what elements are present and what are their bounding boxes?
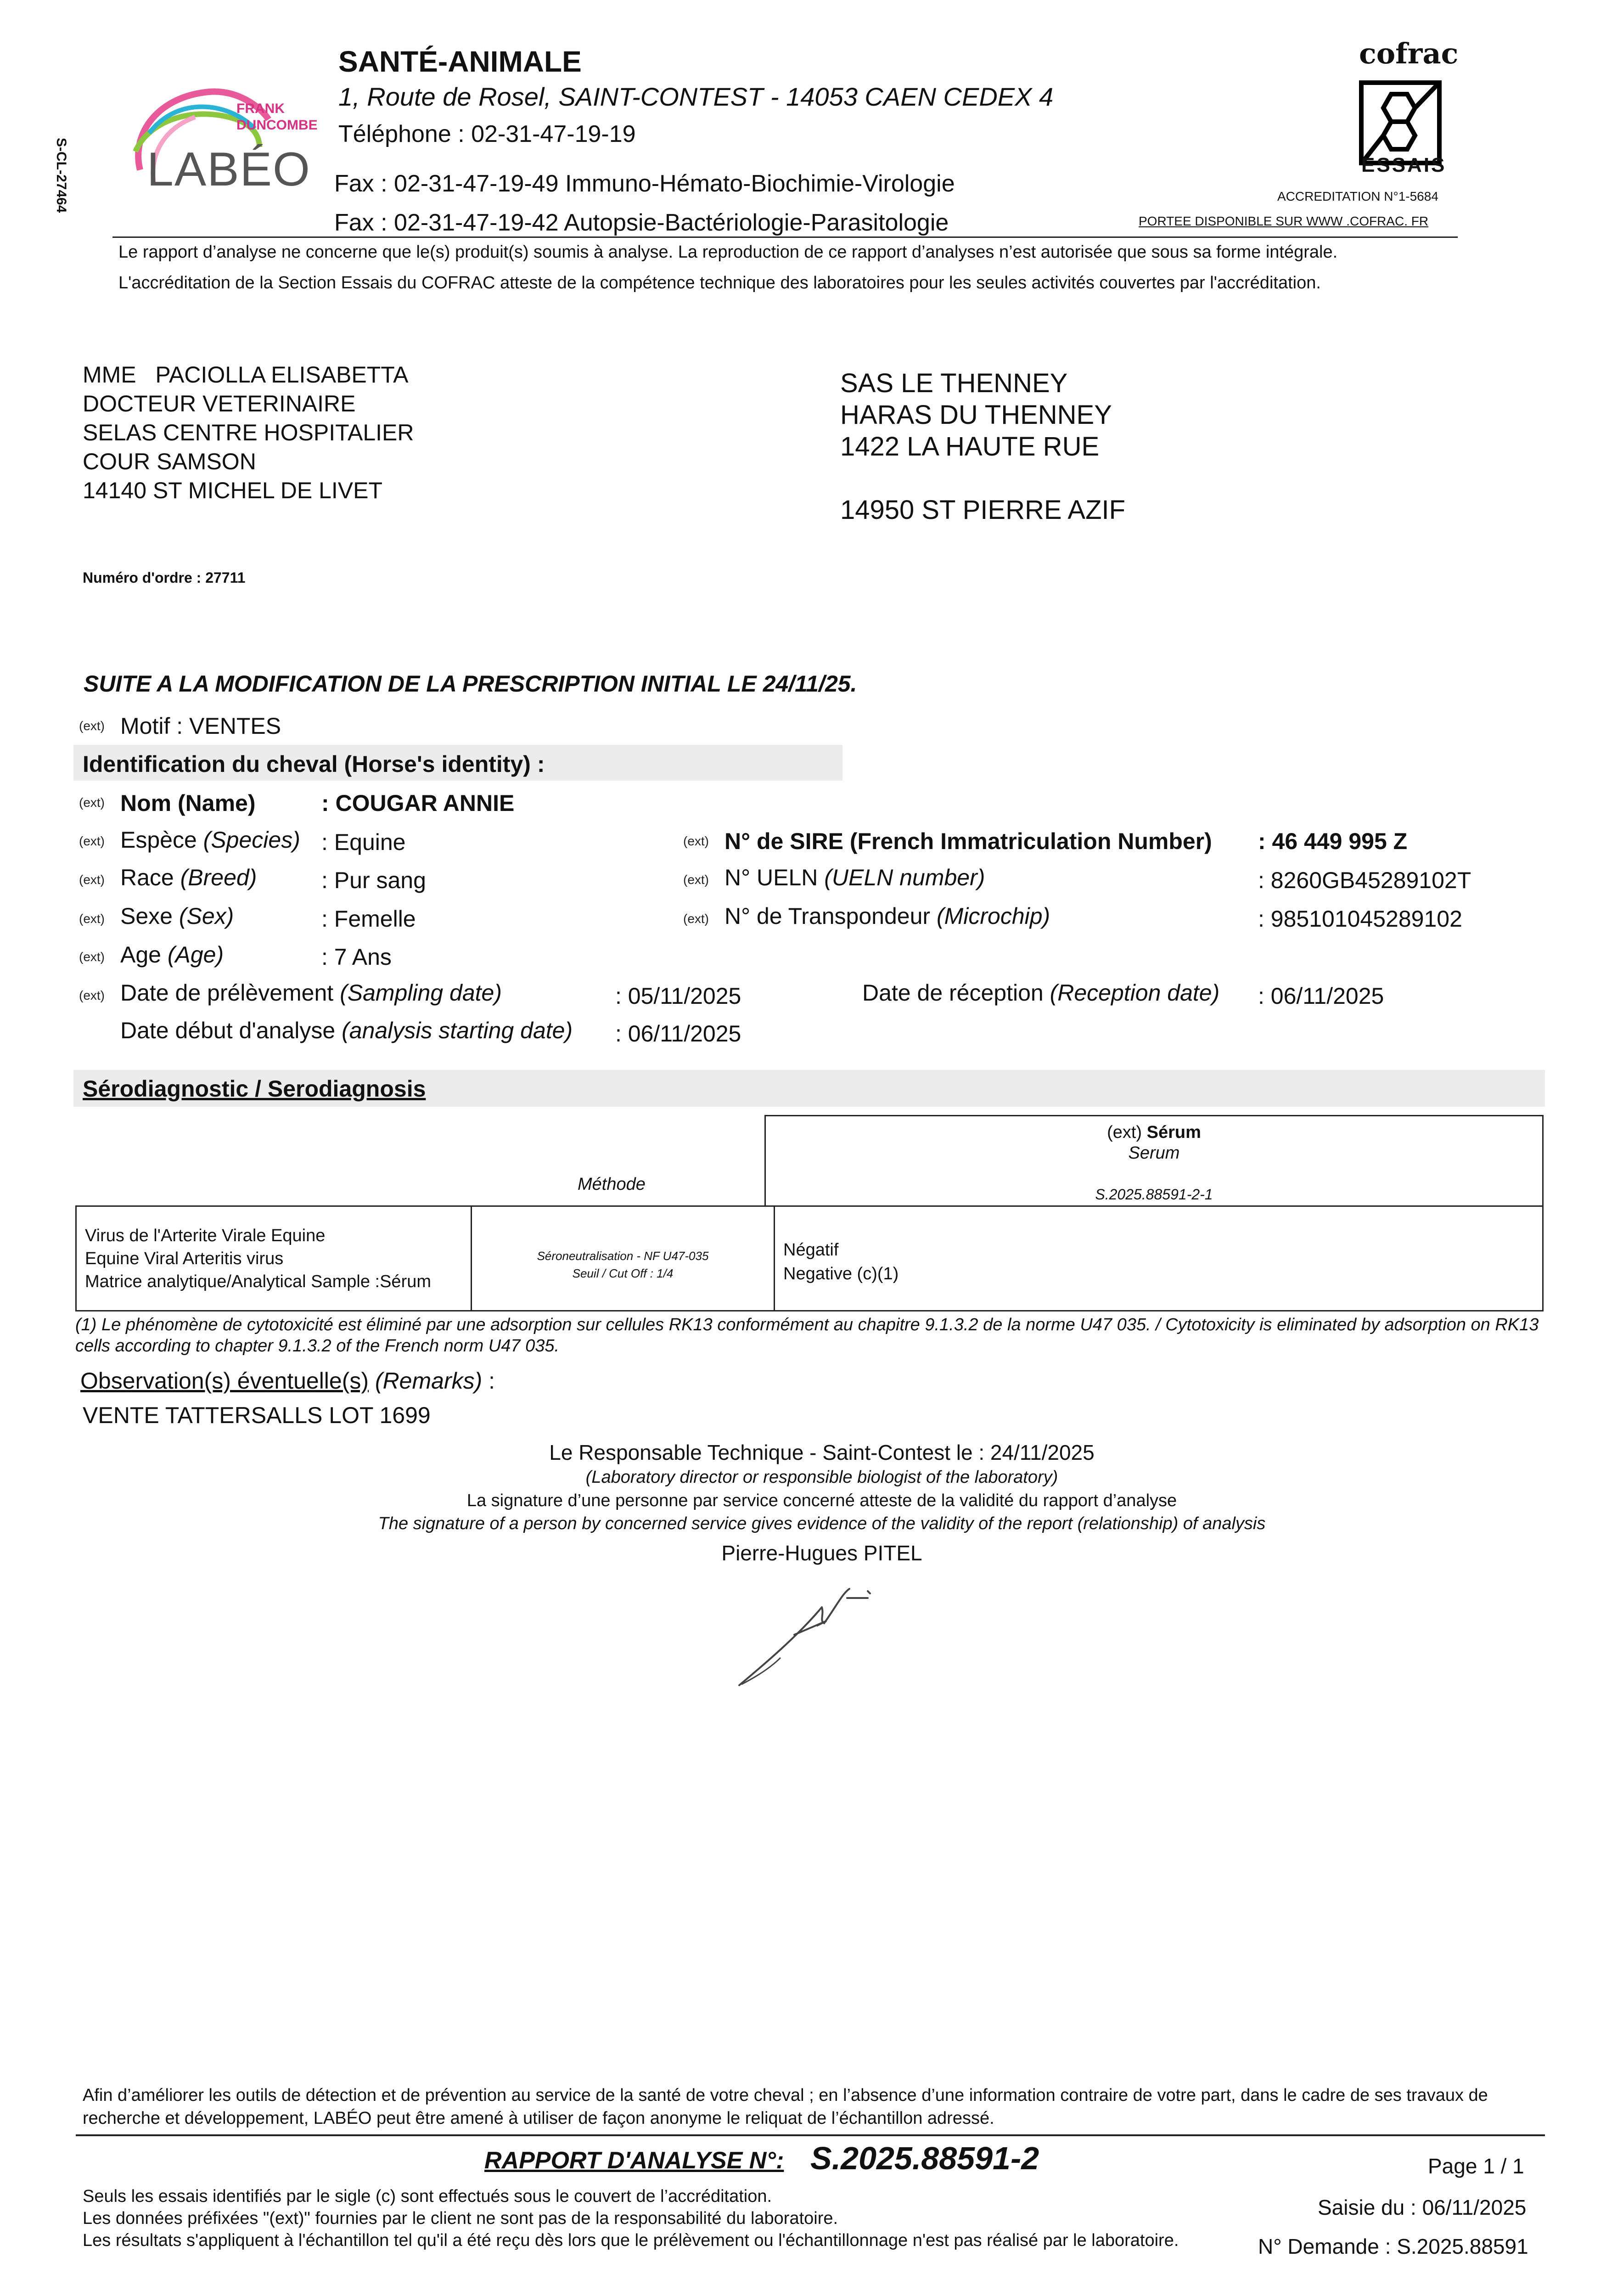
cofrac-logo	[1350, 37, 1459, 184]
signature-scribble	[730, 1580, 895, 1694]
cofrac-title: cofrac	[1359, 37, 1459, 70]
label-fr: Date début d'analyse	[120, 1018, 342, 1043]
order-number: Numéro d'ordre : 27711	[83, 569, 246, 586]
label-en: (Species)	[203, 827, 300, 853]
sample-fr: Sérum	[1146, 1123, 1201, 1142]
owner-line: HARAS DU THENNEY	[840, 400, 1112, 430]
ext-tag: (ext)	[79, 872, 105, 887]
ext-tag: (ext)	[79, 988, 105, 1002]
report-label: RAPPORT D'ANALYSE N°:	[484, 2147, 784, 2174]
reception-date-value: : 06/11/2025	[1258, 983, 1384, 1009]
vet-line: MME PACIOLLA ELISABETTA	[83, 362, 409, 388]
header-rule	[112, 236, 1458, 238]
result-cell	[775, 1206, 1543, 1311]
analyte-fr: Virus de l'Arterite Virale Equine	[85, 1226, 326, 1245]
label-fr: N° UELN	[724, 865, 825, 890]
label-en: (Age)	[167, 942, 224, 968]
sampling-date-value: : 05/11/2025	[615, 983, 741, 1009]
disclaimer-accreditation: L'accréditation de la Section Essais du COFRAC atteste de la compétence technique des laboratoires pour les seules activités couvertes par l'accréditation.	[118, 273, 1321, 293]
owner-line: SAS LE THENNEY	[840, 368, 1068, 398]
demande-number: N° Demande : S.2025.88591	[1258, 2234, 1528, 2258]
vet-line: DOCTEUR VETERINAIRE	[83, 391, 356, 416]
label-fr: Age	[120, 942, 168, 968]
sample-en: Serum	[1128, 1143, 1180, 1163]
horse-species-label	[120, 827, 300, 853]
horse-ueln-value: : 8260GB45289102T	[1258, 867, 1471, 893]
horse-ueln-label	[724, 864, 985, 891]
ext-tag: (ext)	[683, 912, 709, 926]
horse-age-value: : 7 Ans	[321, 944, 392, 970]
horse-species-value: : Equine	[321, 829, 406, 855]
motif: Motif : VENTES	[120, 713, 281, 739]
method-cell	[472, 1206, 775, 1311]
analysis-date-label	[120, 1017, 573, 1044]
ext-tag: (ext)	[79, 719, 105, 733]
owner-line: 14950 ST PIERRE AZIF	[840, 495, 1126, 525]
saisie-date: Saisie du : 06/11/2025	[1318, 2195, 1527, 2219]
footer-note: Les résultats s'appliquent à l'échantillon tel qu'il a été reçu dès lors que le prélèvement ou l'échantillonnage n'est pas réalisé par le laboratoire.	[83, 2231, 1179, 2250]
label-en: (UELN number)	[824, 865, 985, 890]
lab-fax1: Fax : 02-31-47-19-49 Immuno-Hémato-Biochimie-Virologie	[334, 170, 955, 197]
analysis-date-value: : 06/11/2025	[615, 1021, 741, 1047]
labeo-logo	[122, 78, 324, 197]
table-row	[76, 1206, 1543, 1311]
label-fr: N° de Transpondeur	[724, 903, 937, 929]
label-en: (analysis starting date)	[342, 1018, 573, 1043]
ext-tag: (ext)	[79, 950, 105, 964]
method-header: Méthode	[578, 1175, 646, 1194]
horse-sire-label: N° de SIRE (French Immatriculation Number)	[724, 828, 1212, 854]
label-fr: Race	[120, 865, 180, 890]
ext-tag: (ext)	[79, 795, 105, 810]
footer-note: Seuls les essais identifiés par le sigle (c) sont effectués sous le couvert de l’accréditation.	[83, 2187, 772, 2206]
cofrac-accreditation: ACCREDITATION N°1-5684	[1277, 189, 1438, 203]
horse-name-label: Nom (Name)	[120, 790, 256, 816]
horse-chip-value: : 985101045289102	[1258, 906, 1462, 932]
label-fr: Date de prélèvement	[120, 980, 340, 1006]
remarks-fr: Observation(s) éventuelle(s)	[80, 1368, 369, 1394]
remarks-en: (Remarks)	[369, 1368, 483, 1394]
label-fr: Sexe	[120, 903, 179, 929]
page-indicator: Page 1 / 1	[1428, 2154, 1524, 2178]
horse-sex-value: : Femelle	[321, 906, 416, 932]
label-fr: Date de réception	[862, 980, 1050, 1006]
signature-line3: La signature d’une personne par service concerné atteste de la validité du rapport d’analyse	[466, 1491, 1177, 1510]
remarks-label	[80, 1367, 495, 1394]
footer-rule	[76, 2134, 1545, 2136]
horse-sex-label	[120, 903, 234, 929]
horse-breed-label	[120, 864, 257, 891]
vet-line: COUR SAMSON	[83, 449, 256, 474]
signature-line2: (Laboratory director or responsible biologist of the laboratory)	[585, 1468, 1058, 1487]
analyte-en: Equine Viral Arteritis virus	[85, 1249, 284, 1268]
footer-research-note: Afin d’améliorer les outils de détection et de prévention au service de la santé de votre cheval ; en l’absence d’une information contraire de votre part, dans le cadre de ses travaux de recherche et développement, LABÉO peut être amené à utiliser de façon anonyme le reliquat de l’échantillon adressé.	[83, 2086, 1488, 2128]
lab-name: SANTÉ-ANIMALE	[338, 45, 582, 78]
reception-date-label	[862, 979, 1219, 1006]
ext-tag: (ext)	[683, 834, 709, 848]
logo-frank: FRANK	[236, 101, 285, 116]
signature-line4: The signature of a person by concerned service gives evidence of the validity of the report (relationship) of analysis	[378, 1514, 1266, 1533]
side-code: S-CL-27464	[54, 138, 69, 213]
owner-address	[840, 367, 1125, 526]
signature-name: Pierre-Hugues PITEL	[721, 1541, 922, 1565]
report-number: S.2025.88591-2	[810, 2140, 1039, 2176]
analyte-matrix: Matrice analytique/Analytical Sample :Sérum	[85, 1272, 432, 1291]
label-en: (Breed)	[180, 865, 257, 890]
owner-line: 1422 LA HAUTE RUE	[840, 432, 1100, 461]
sample-ext: (ext)	[1107, 1123, 1147, 1142]
horse-sire-value: : 46 449 995 Z	[1258, 828, 1408, 854]
disclaimer-reproduction: Le rapport d’analyse ne concerne que le(s) produit(s) soumis à analyse. La reproduction de ce rapport d’analyses n’est autorisée que sous sa forme intégrale.	[118, 242, 1338, 262]
footnote: (1) Le phénomène de cytotoxicité est éliminé par une adsorption sur cellules RK13 conformément au chapitre 9.1.3.2 de la norme U47 035. / Cytotoxicity is eliminated by adsorption on RK13 cells according to chapter 9.1.3.2 of the French norm U47 035.	[75, 1315, 1539, 1356]
lab-phone: Téléphone : 02-31-47-19-19	[338, 121, 636, 147]
lab-fax2: Fax : 02-31-47-19-42 Autopsie-Bactériologie-Parasitologie	[334, 209, 949, 236]
horse-name-value: : COUGAR ANNIE	[321, 790, 515, 816]
handwritten-signature-icon	[730, 1580, 895, 1694]
method-cutoff: Seuil / Cut Off : 1/4	[572, 1266, 674, 1280]
horse-chip-label	[724, 903, 1050, 929]
result-fr: Négatif	[783, 1240, 839, 1260]
vet-address	[83, 360, 414, 505]
modification-note: SUITE A LA MODIFICATION DE LA PRESCRIPTION INITIAL LE 24/11/25.	[84, 671, 857, 697]
analyte-cell	[76, 1206, 472, 1311]
label-en: (Microchip)	[936, 903, 1050, 929]
vet-line: 14140 ST MICHEL DE LIVET	[83, 478, 383, 503]
owner-line	[840, 462, 1125, 494]
signature-block	[275, 1440, 1368, 1565]
logo-duncombe: DUNCOMBE	[236, 118, 318, 133]
cofrac-essais: ESSAIS	[1361, 154, 1447, 176]
ext-tag: (ext)	[683, 872, 709, 887]
ext-tag: (ext)	[79, 834, 105, 848]
sample-id: S.2025.88591-2-1	[1095, 1186, 1213, 1203]
horse-breed-value: : Pur sang	[321, 867, 426, 893]
label-en: (Reception date)	[1050, 980, 1220, 1006]
horse-age-label	[120, 941, 224, 968]
footer-note: Les données préfixées "(ext)" fournies par le client ne sont pas de la responsabilité du laboratoire.	[83, 2209, 838, 2228]
lab-address: 1, Route de Rosel, SAINT-CONTEST - 14053 CAEN CEDEX 4	[338, 82, 1054, 111]
sample-header-box	[764, 1115, 1544, 1207]
logo-labeo: LABÉO	[147, 143, 311, 196]
label-en: (Sampling date)	[340, 980, 502, 1006]
vet-line: SELAS CENTRE HOSPITALIER	[83, 420, 414, 445]
remarks-value: VENTE TATTERSALLS LOT 1699	[83, 1402, 431, 1428]
identity-header: Identification du cheval (Horse's identity) :	[83, 751, 545, 777]
label-en: (Sex)	[179, 903, 234, 929]
label-fr: Espèce	[120, 827, 203, 853]
result-en: Negative (c)(1)	[783, 1264, 899, 1283]
remarks-colon: :	[482, 1368, 495, 1394]
signature-line1: Le Responsable Technique - Saint-Contest le : 24/11/2025	[549, 1441, 1095, 1464]
sampling-date-label	[120, 979, 502, 1006]
sample-header-label	[766, 1123, 1542, 1142]
cofrac-portee-link[interactable]: PORTEE DISPONIBLE SUR WWW .COFRAC. FR	[1139, 214, 1429, 228]
method-line: Séroneutralisation - NF U47-035	[537, 1249, 709, 1263]
sero-header: Sérodiagnostic / Serodiagnosis	[83, 1076, 426, 1102]
result-table	[75, 1205, 1544, 1311]
ext-tag: (ext)	[79, 912, 105, 926]
